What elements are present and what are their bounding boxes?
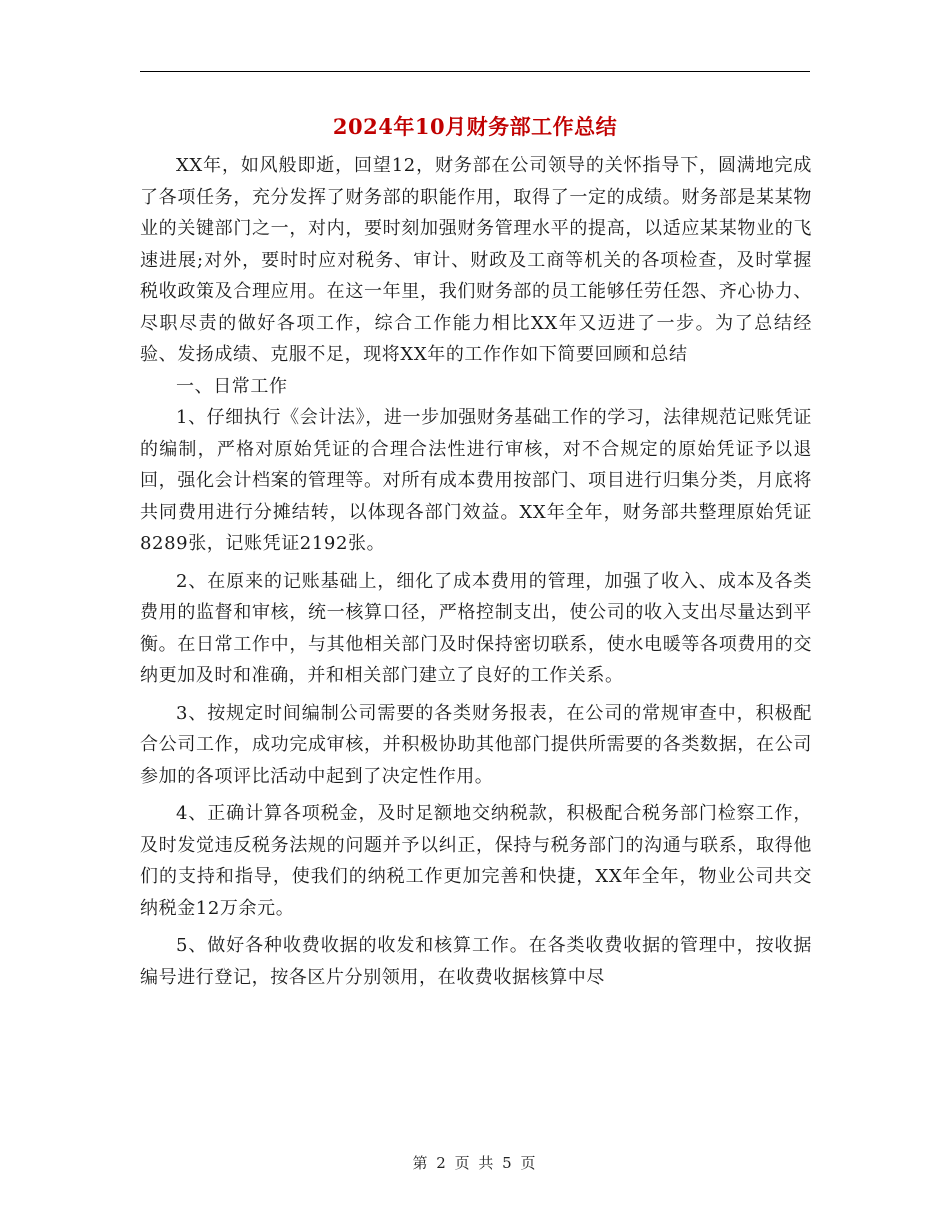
paragraph-item-4: 4、正确计算各项税金，及时足额地交纳税款，积极配合税务部门检察工作，及时发觉违反税务法规的问题并予以纠正，保持与税务部门的沟通与联系，取得他们的支持和指导，使我们的纳税工作更加完善和快捷，XX年全年，物业公司共交纳税金12万余元。 (140, 803, 812, 919)
paragraph-item-5: 5、做好各种收费收据的收发和核算工作。在各类收费收据的管理中，按收据编号进行登记，按各区片分别领用，在收费收据核算中尽 (140, 935, 812, 988)
header-rule (140, 71, 810, 72)
section-heading-daily-work: 一、日常工作 (176, 375, 288, 397)
paragraph-item-1: 1、仔细执行《会计法》，进一步加强财务基础工作的学习，法律规范记账凭证的编制，严格对原始凭证的合理合法性进行审核，对不合规定的原始凭证予以退回，强化会计档案的管理等。对所有成本费用按部门、项目进行归集分类，月底将共同费用进行分摊结转，以体现各部门效益。XX年全年，财务部共整理原始凭证8289张，记账凭证2192张。 (140, 407, 812, 554)
document-body (140, 150, 812, 993)
paragraph-intro: XX年，如风般即逝，回望12，财务部在公司领导的关怀指导下，圆满地完成了各项任务，充分发挥了财务部的职能作用，取得了一定的成绩。财务部是某某物业的关键部门之一，对内，要时刻加强财务管理水平的提高，以适应某某物业的飞速进展;对外，要时时应对税务、审计、财政及工商等机关的各项检查，及时掌握税收政策及合理应用。在这一年里，我们财务部的员工能够任劳任怨、齐心协力、尽职尽责的做好各项工作，综合工作能力相比XX年又迈进了一步。为了总结经验、发扬成绩、克服不足，现将XX年的工作作如下简要回顾和总结 (140, 155, 812, 365)
page-number-footer: 第 2 页 共 5 页 (412, 1154, 538, 1172)
paragraph-item-2: 2、在原来的记账基础上，细化了成本费用的管理，加强了收入、成本及各类费用的监督和审核，统一核算口径，严格控制支出，使公司的收入支出尽量达到平衡。在日常工作中，与其他相关部门及时保持密切联系，使水电暖等各项费用的交纳更加及时和准确，并和相关部门建立了良好的工作关系。 (140, 570, 812, 686)
document-title: 2024年10月财务部工作总结 (332, 114, 618, 139)
paragraph-item-3: 3、按规定时间编制公司需要的各类财务报表，在公司的常规审查中，积极配合公司工作，成功完成审核，并积极协助其他部门提供所需要的各类数据，在公司参加的各项评比活动中起到了决定性作用。 (140, 702, 812, 787)
